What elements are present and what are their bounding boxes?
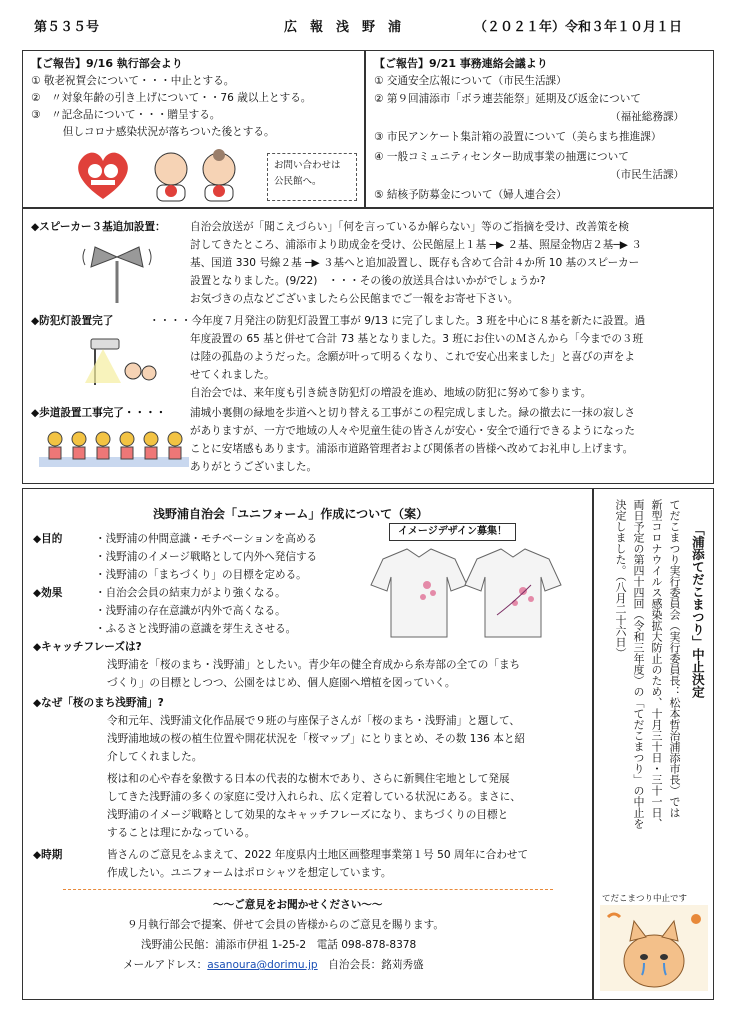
newsletter-title: 広 報 浅 野 浦 [284,20,402,35]
why-line-7: することは理にかなっている。 [107,827,256,839]
children-crossing-illustration [39,427,189,471]
street-light-illustration [81,335,161,387]
report2-item-3: ③ 市民アンケート集計箱の設置について（美らまち推進課） [374,131,662,143]
timing-line-1: 皆さんのご意見をふまえて、2022 年度県内土地区画整理事業第１号 50 周年に合わせて [107,849,529,861]
uniform-box [22,488,593,1000]
report1-item-2: ② 〃対象年齢の引き上げについて・・76 歳以上とする。 [31,92,312,104]
report2-item-2: ② 第９回浦添市「ボラ連芸能祭」延期及び返金について [374,93,641,105]
report1-title: 【ご報告】9/16 執行部会より [31,57,183,70]
report2-item-4-dept: （市民生活課） [610,169,685,181]
polo-shirt-illustration [363,545,573,641]
page-header [34,8,714,42]
crying-cat-illustration [600,905,708,991]
tedako-line-1: てだこまつり実行委員会（実行委員長：松本哲治浦添市長）では [668,499,682,818]
report-box-office [365,50,714,208]
report-box-executive [22,50,365,208]
report1-item-1: ① 敬老祝賀会について・・・中止とする。 [31,75,235,87]
sidewalk-line-2: がありますが、一方で地域の人々や児童生徒の皆さんが安心・安全で通行できるようになった [190,425,635,437]
effect-item-3: ・ふるさと浅野浦の意識を芽生えさせる。 [95,623,297,635]
orange-divider [63,889,553,890]
sidewalk-heading: ◆歩道設置工事完了・・・・ [31,407,167,419]
happy-heart-illustration [73,147,133,201]
speaker-line-1: 自治会放送が「聞こえづらい」「何を言っているか解らない」等のご指摘を受け、改善策を検 [190,221,629,233]
catchphrase-line-2: づくり」の目標としつつ、公園をはじめ、個人庭園へ増植を図っていく。 [107,677,456,689]
crime-line-3: は陸の孤島のようだった。念願が叶って明るくなり、これで安心出来ました」と喜びの声をよ [190,351,635,363]
why-line-4: 桜は和の心や春を象徴する日本の代表的な樹木であり、さらに新興住宅地として発展 [107,773,510,785]
sidewalk-line-3: ことに安堵感もあります。浦添市道路管理者および関係者の皆様へ改めてお礼申し上げます。 [190,443,634,455]
effect-heading: ◆効果 [33,587,63,599]
purpose-item-3: ・浅野浦の「まちづくり」の目標を定める。 [95,569,307,581]
tedako-box [593,488,714,1000]
opinion-line-1: ９月執行部会で提案、併せて会員の皆様からのご意見を賜ります。 [127,919,444,931]
crime-light-heading: ◆防犯灯設置完了 [31,315,114,327]
crime-line-1: ・・・・今年度７月発注の防犯灯設置工事が 9/13 に完了しました。3 班を中心に８基を新たに設置。過 [149,315,646,327]
tedako-line-2: 新型コロナウイルス感染拡大防止のため、十月三十日・三十一日、 [650,499,664,829]
crime-line-2: 年度設置の 65 基と併せて合計 73 基となりました。3 班にお住いのＭさんから「今までの３班 [190,333,644,345]
speaker-line-5: お気づきの点などございましたら公民館までご一報をお寄せ下さい。 [190,293,519,305]
email-link[interactable]: asanoura@dorimu.jp [207,959,318,971]
report1-item-4: 但しコロナ感染状況が落ちついた後とする。 [31,126,275,138]
purpose-item-2: ・浅野浦のイメージ戦略として内外へ発信する [95,551,318,563]
report2-item-4: ④ 一般コミュニティセンター助成事業の抽選について [374,151,629,163]
catchphrase-heading: ◆キャッチフレーズは? [33,641,142,653]
speaker-line-3: 基、国道 330 号線２基 ─▶ ３基へと追加設置し、既存も含めて合計４か所 10 基のスピーカー [190,257,640,269]
why-line-6: 浅野浦のイメージ戦略として効果的なキャッチフレーズになり、まちづくりの目標と [107,809,509,821]
purpose-heading: ◆目的 [33,533,63,545]
why-line-1: 令和元年、浅野浦文化作品展で９班の与座保子さんが「桜のまち・浅野浦」と題して、 [107,715,520,727]
sidewalk-line-1: 浦城小裏側の緑地を歩道へと切り替える工事がこの程完成しました。緑の撤去に一抹の寂しさ [190,407,635,419]
speaker-line-4: 設置となりました。(9/22) ・・・その後の放送具合はいかがでしょうか? [190,275,546,287]
news-box [22,208,714,484]
community-hall-address: 浅野浦公民館：浦添市伊祖 1-25-2 電話 098-878-8378 [141,939,417,951]
why-heading: ◆なぜ「桜のまち浅野浦」? [33,697,164,709]
timing-heading: ◆時期 [33,849,63,861]
why-line-3: 介してくれました。 [107,751,203,763]
contact-note-line1: お問い合わせは [274,160,341,171]
speaker-heading: ◆スピーカー３基追加設置： [31,221,166,233]
tedako-caption: てだこまつり中止です [602,894,688,904]
report2-item-1: ① 交通安全広報について（市民生活課） [374,75,567,87]
tedako-line-4: 決定しました。（八月二十六日） [614,499,628,659]
crime-line-5: 自治会では、来年度も引き続き防犯灯の増設を進め、地域の防犯に努めて参ります。 [190,387,592,399]
why-line-2: 浅野浦地域の桜の植生位置や開花状況を「桜マップ」にとりまとめ、その数 136 本と紹 [107,733,526,745]
report2-item-2-dept: （福祉総務課） [610,111,685,123]
chief-name: 自治会長：銘苅秀盛 [317,959,424,971]
crime-line-4: せてくれました。 [190,369,275,381]
report1-item-3: ③ 〃記念品について・・・贈呈する。 [31,109,221,121]
speaker-line-2: 討してきたところ、浦添市より助成金を受け、公民館屋上１基 ─▶ ２基、照屋金物店２基─▶ ３ [190,239,642,251]
contact-note-line2: 公民館へ。 [274,176,322,188]
effect-item-2: ・浅野浦の存在意識が内外で高くなる。 [95,605,286,617]
contact-line [123,957,424,973]
elderly-couple-illustration [143,147,248,203]
purpose-item-1: ・浅野浦の仲間意識・モチベーションを高める [95,533,318,545]
catchphrase-line-1: 浅野浦を「桜のまち・浅野浦」としたい。青少年の健全育成から糸寿部の全ての「まち [107,659,521,671]
contact-note [267,153,357,201]
sidewalk-line-4: ありがとうございました。 [190,461,318,473]
tedako-title: 「浦添てだこまつり」中止決定 [690,523,706,698]
loudspeaker-illustration [81,241,153,303]
issue-date: （２０２１年）令和３年１０月１日 [474,20,683,35]
opinion-heading: ～～ご意見をお聞かせください～～ [213,899,383,911]
report2-item-5: ⑤ 結核予防募金について（婦人連合会） [374,189,567,201]
uniform-title: 浅野浦自治会「ユニフォーム」作成について（案） [153,507,429,521]
image-design-label: イメージデザイン募集！ [389,523,516,541]
mail-label: メールアドレス： [123,959,208,971]
effect-item-1: ・自治会会員の結束力がより強くなる。 [95,587,286,599]
issue-number: 第５３５号 [34,20,100,35]
report2-title: 【ご報告】9/21 事務連絡会議より [374,57,548,70]
timing-line-2: 作成したい。ユニフォームはポロシャツを想定しています。 [107,867,392,879]
why-line-5: してきた浅野浦の多くの家庭に受け入れられ、広く定着している状況にある。まさに、 [107,791,521,803]
tedako-line-3: 両日予定の第四十四回（令和三年度）の「てだこまつり」の中止を [632,499,646,829]
